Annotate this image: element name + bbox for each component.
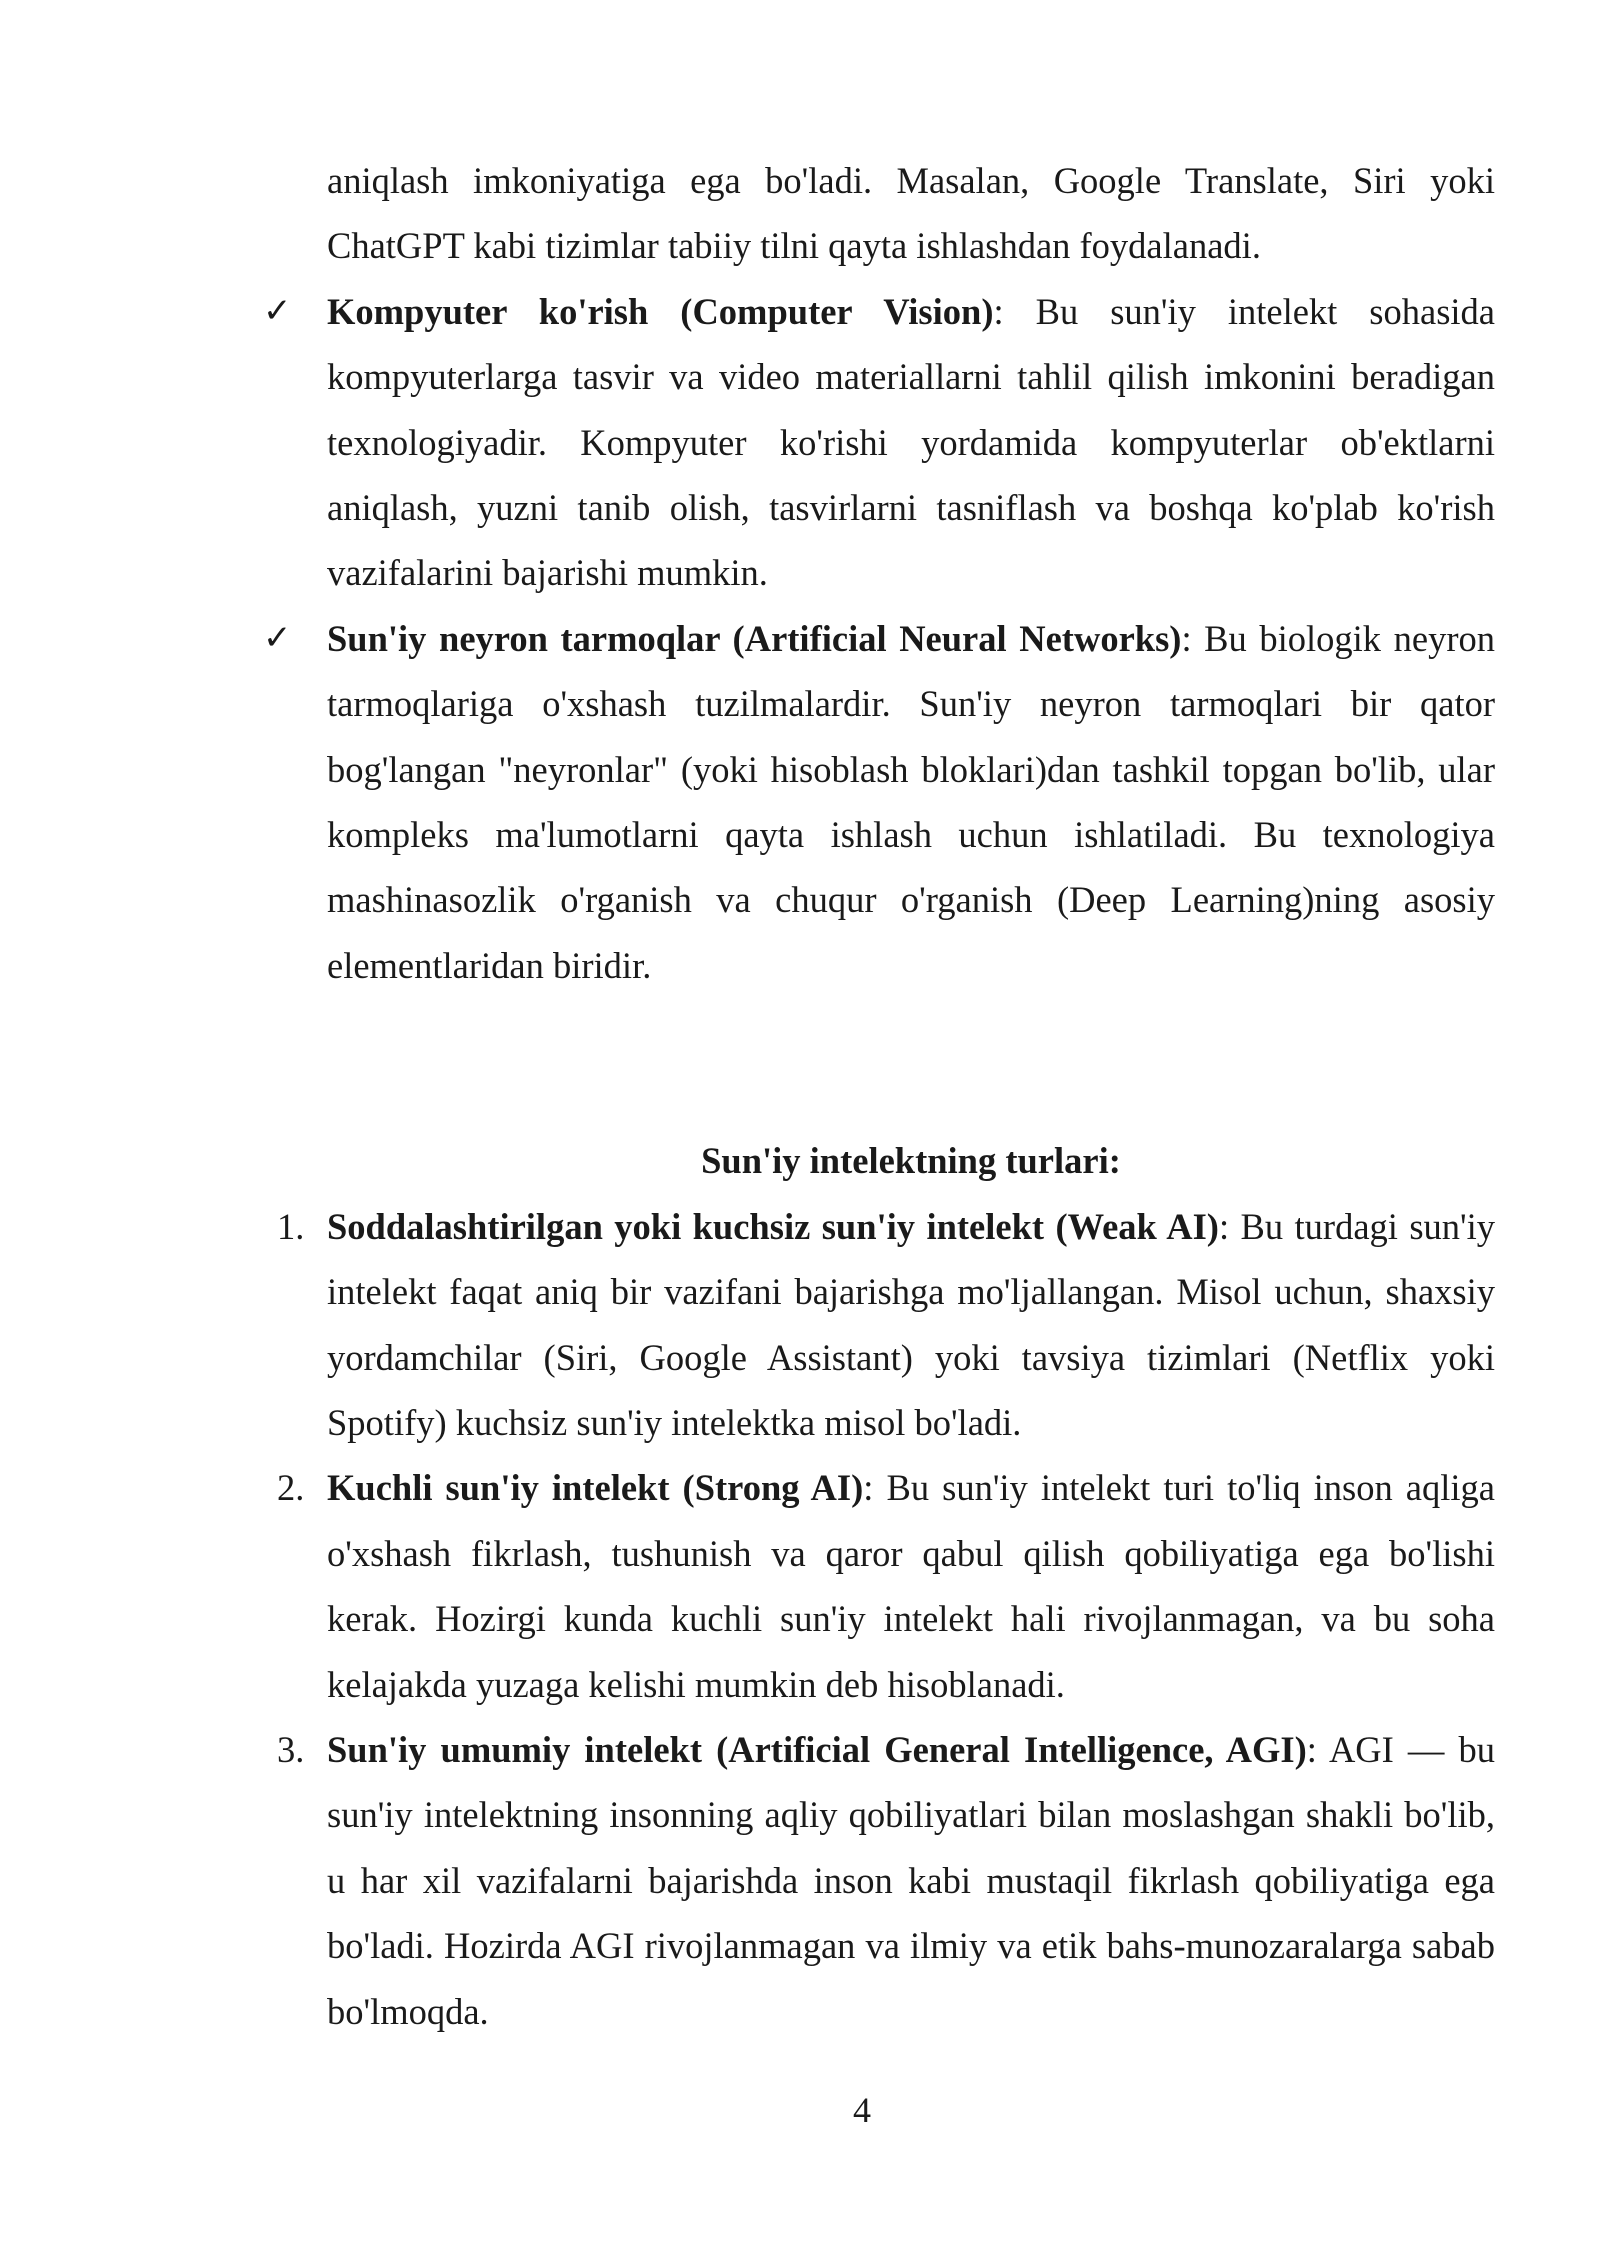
bullet-term: Sun'iy neyron tarmoqlar (Artificial Neural Networks) <box>327 617 1182 659</box>
bullet-term: Kompyuter ko'rish (Computer Vision) <box>327 290 994 332</box>
bullet-text: : Bu sun'iy intelekt sohasida kompyuterlarga tasvir va video materiallarni tahlil qilish imkonini beradigan texnologiyadir. Kompyuter ko'rishi yordamida kompyuterlar ob'ektlarni aniqlash, yuzni tanib olish, tasvirlarni tasniflash va boshqa ko'plab ko'rish vazifalarini bajarishi mumkin. <box>327 290 1495 594</box>
page-number: 4 <box>853 2090 871 2130</box>
list-item-agi <box>277 1717 1496 2044</box>
intro-paragraph: aniqlash imkoniyatiga ega bo'ladi. Masalan, Google Translate, Siri yoki ChatGPT kabi tizimlar tabiiy tilni qayta ishlashdan foydalanadi. <box>327 160 1495 267</box>
list-term: Kuchli sun'iy intelekt (Strong AI) <box>327 1467 864 1509</box>
list-text: : Bu turdagi sun'iy intelekt faqat aniq bir vazifani bajarishga mo'ljallangan. Misol uchun, shaxsiy yordamchilar (Siri, Google Assistant) yoki tavsiya tizimlari (Netflix yoki Spotify) kuchsiz sun'iy intelektka misol bo'ladi. <box>327 1205 1496 1443</box>
list-item-weak-ai <box>277 1194 1496 1456</box>
checkmark-icon: ✓ <box>263 290 292 331</box>
list-text: : AGI — bu sun'iy intelektning insonning aqliy qobiliyatlari bilan moslashgan shakli bo'lib, u har xil vazifalarni bajarishda inson kabi mustaqil fikrlash qobiliyatiga ega bo'ladi. Hozirda AGI rivojlanmagan va ilmiy va etik bahs-munozaralarga sabab bo'lmoqda. <box>327 1728 1496 2032</box>
bullet-text: : Bu biologik neyron tarmoqlariga o'xshash tuzilmalardir. Sun'iy neyron tarmoqlari bir qator bog'langan "neyronlar" (yoki hisoblash bloklari)dan tashkil topgan bo'lib, ular kompleks ma'lumotlarni qayta ishlash uchun ishlatiladi. Bu texnologiya mashinasozlik o'rganish va chuqur o'rganish (Deep Learning)ning asosiy elementlaridan biridir. <box>327 617 1496 986</box>
bullet-item-computer-vision <box>263 279 1495 606</box>
list-text: : Bu sun'iy intelekt turi to'liq inson aqliga o'xshash fikrlash, tushunish va qaror qabul qilish qobiliyatiga ega bo'lishi kerak. Hozirgi kunda kuchli sun'iy intelekt hali rivojlanmagan, va bu soha kelajakda yuzaga kelishi mumkin deb hisoblanadi. <box>327 1467 1495 1705</box>
list-number: 1. <box>277 1205 305 1247</box>
list-number: 2. <box>277 1467 305 1509</box>
list-term: Soddalashtirilgan yoki kuchsiz sun'iy intelekt (Weak AI) <box>327 1205 1219 1247</box>
checkmark-icon: ✓ <box>263 617 292 658</box>
section-heading: Sun'iy intelektning turlari: <box>701 1140 1121 1182</box>
list-item-strong-ai <box>277 1455 1495 1717</box>
list-term: Sun'iy umumiy intelekt (Artificial General Intelligence, AGI) <box>327 1728 1307 1770</box>
bullet-item-neural-networks <box>263 606 1496 998</box>
page-content <box>263 148 1496 2044</box>
list-number: 3. <box>277 1728 305 1770</box>
